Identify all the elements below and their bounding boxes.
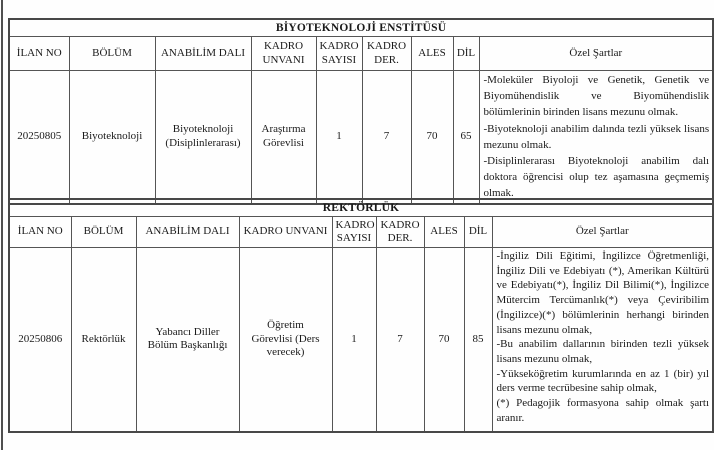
col-header-ales: ALES [411, 37, 453, 71]
col-header-kadro-sayisi: KADRO SAYISI [316, 37, 362, 71]
table-row [9, 199, 713, 217]
cell-bolum: Biyoteknoloji [69, 71, 155, 204]
cell-bolum: Rektörlük [71, 248, 136, 432]
ozel-sart-item: -Yükseköğretim kurumlarında en az 1 (bir) yıl ders verme tecrübesine sahip olmak, [496, 367, 710, 395]
cell-ilan-no: 20250805 [9, 71, 69, 204]
col-header-kadro-der: KADRO DER. [362, 37, 411, 71]
col-header-dil: DİL [453, 37, 479, 71]
col-header-ales: ALES [424, 217, 464, 248]
col-header-ilan-no: İLAN NO [9, 37, 69, 71]
cell-ozel-sartlar [479, 71, 713, 204]
col-header-anabilim-dali: ANABİLİM DALI [136, 217, 239, 248]
page-left-edge-line [1, 0, 3, 450]
cell-ozel-sartlar [492, 248, 713, 432]
ozel-sart-item: -Biyoteknoloji anabilim dalında tezli yüksek lisans mezunu olmak. [483, 122, 710, 151]
ozel-sart-item: -İngiliz Dili Eğitimi, İngilizce Öğretmenliği, İngiliz Dili ve Edebiyatı (*), Amerikan Kültürü ve Edebiyatı(*), İngiliz Dil Bilimi(*), İngilizce Mütercim Tercümanlık(*) veya Çeviribilim (İngilizce)(*) bölümlerinin herhangi birinden lisans mezunu olmak, [496, 250, 710, 336]
col-header-bolum: BÖLÜM [69, 37, 155, 71]
col-header-kadro-unvani: KADRO UNVANI [251, 37, 316, 71]
col-header-ilan-no: İLAN NO [9, 217, 71, 248]
table-row [9, 248, 713, 432]
ozel-sart-item: -Bu anabilim dallarının birinden tezli yüksek lisans mezunu olmak, [496, 338, 710, 365]
cell-kadro-unvani-text: Öğretim Görevlisi (Ders verecek) [251, 319, 320, 358]
col-header-anabilim-dali: ANABİLİM DALI [155, 37, 251, 71]
cell-anabilim-dali: Biyoteknoloji (Disiplinlerarası) [155, 71, 251, 204]
cell-ilan-no: 20250806 [9, 248, 71, 432]
table-title-rektorluk: REKTÖRLÜK [9, 199, 713, 217]
cell-ales: 70 [411, 71, 453, 204]
col-header-kadro-unvani: KADRO UNVANI [239, 217, 332, 248]
col-header-dil: DİL [464, 217, 492, 248]
col-header-ozel-sartlar: Özel Şartlar [492, 217, 713, 248]
table-row [9, 19, 713, 37]
ozel-sart-item: -Moleküler Biyoloji ve Genetik, Genetik ve Biyomühendislik ve Biyomühendislik bölümlerinin birinden lisans mezunu olmak. [483, 74, 710, 119]
cell-kadro-sayisi: 1 [316, 71, 362, 204]
col-header-kadro-der: KADRO DER. [376, 217, 424, 248]
col-header-kadro-sayisi: KADRO SAYISI [332, 217, 376, 248]
ozel-sart-item: (*) Pedagojik formasyona sahip olmak şartı aranır. [496, 397, 710, 424]
col-header-ozel-sartlar: Özel Şartlar [479, 37, 713, 71]
cell-anabilim-dali: Yabancı Diller Bölüm Başkanlığı [136, 248, 239, 432]
cell-dil: 85 [464, 248, 492, 432]
cell-kadro-unvani: Araştırma Görevlisi [251, 71, 316, 204]
table-biyoteknoloji-enstitusu [8, 18, 714, 205]
table-title-biyoteknoloji-enstitusu: BİYOTEKNOLOJİ ENSTİTÜSÜ [9, 19, 713, 37]
ozel-sart-item: -Disiplinlerarası Biyoteknoloji anabilim dalı doktora öğrencisi olup tez aşamasına geçmemiş olmak. [483, 155, 710, 200]
cell-kadro-unvani [239, 248, 332, 432]
table-row [9, 37, 713, 71]
col-header-bolum: BÖLÜM [71, 217, 136, 248]
table-row [9, 217, 713, 248]
cell-kadro-der: 7 [362, 71, 411, 204]
cell-ales: 70 [424, 248, 464, 432]
table-rektorluk [8, 198, 714, 433]
table-row [9, 71, 713, 204]
cell-dil: 65 [453, 71, 479, 204]
cell-kadro-sayisi: 1 [332, 248, 376, 432]
cell-kadro-der: 7 [376, 248, 424, 432]
